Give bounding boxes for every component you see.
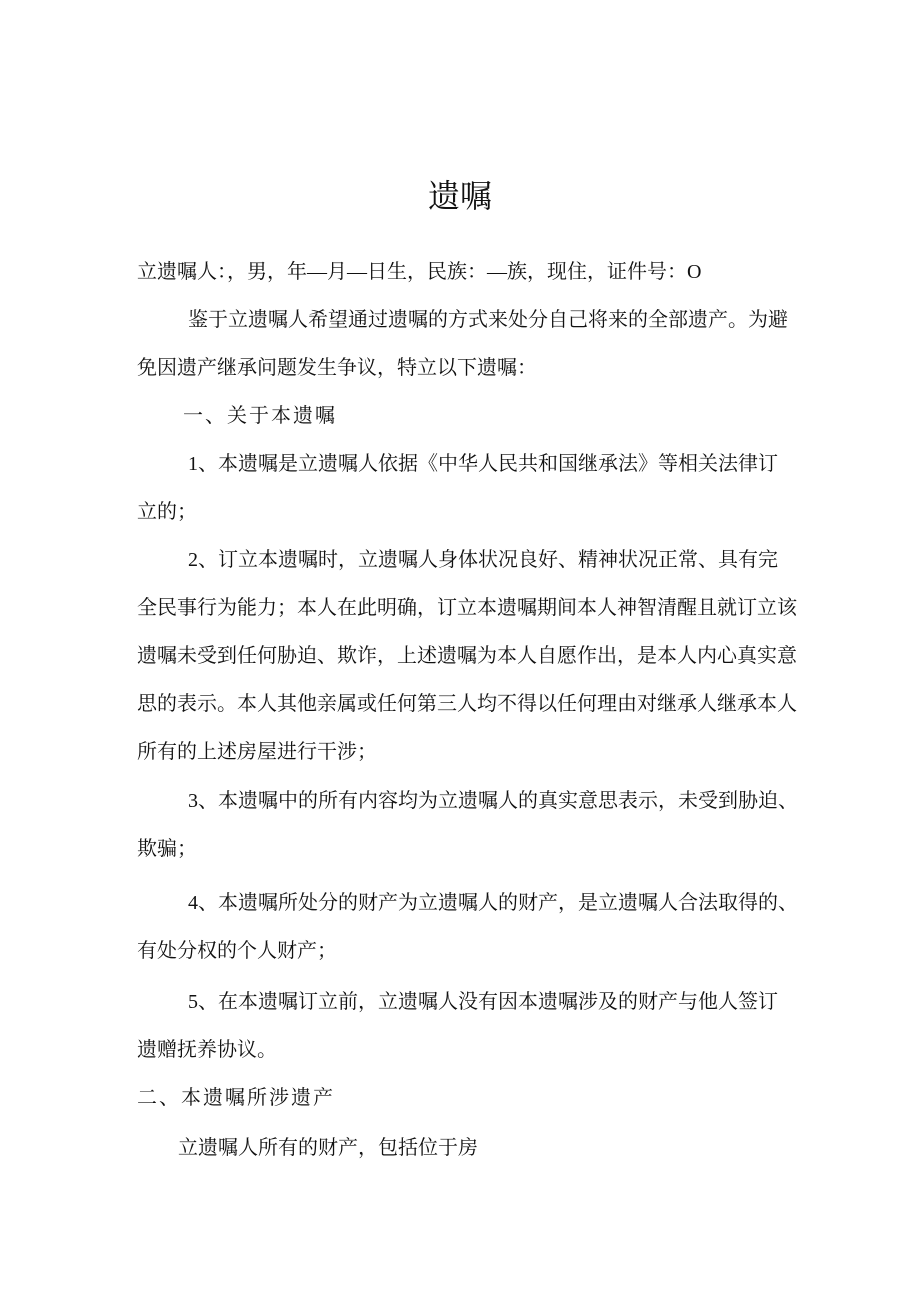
clause-3-line: 欺骗； bbox=[137, 838, 197, 860]
clause-5-line: 遗赠抚养协议。 bbox=[137, 1039, 277, 1061]
clause-4-line: 4、本遗嘱所处分的财产为立遗嘱人的财产，是立遗嘱人合法取得的、 bbox=[188, 892, 798, 914]
clause-2-line: 2、订立本遗嘱时，立遗嘱人身体状况良好、精神状况正常、具有完 bbox=[188, 549, 778, 571]
estate-line: 立遗嘱人所有的财产，包括位于房 bbox=[178, 1137, 478, 1159]
clause-3-line: 3、本遗嘱中的所有内容均为立遗嘱人的真实意思表示，未受到胁迫、 bbox=[188, 790, 798, 812]
section-heading-1: 一、关于本遗嘱 bbox=[183, 405, 337, 427]
clause-2-line: 所有的上述房屋进行干涉； bbox=[137, 741, 377, 763]
preamble-line: 免因遗产继承问题发生争议，特立以下遗嘱： bbox=[137, 357, 537, 379]
document-title: 遗嘱 bbox=[427, 178, 492, 214]
clause-4-line: 有处分权的个人财产； bbox=[137, 940, 337, 962]
clause-5-line: 5、在本遗嘱订立前，立遗嘱人没有因本遗嘱涉及的财产与他人签订 bbox=[188, 991, 778, 1013]
clause-2-line: 思的表示。本人其他亲属或任何第三人均不得以任何理由对继承人继承本人 bbox=[137, 693, 797, 715]
clause-2-line: 遗嘱未受到任何胁迫、欺诈，上述遗嘱为本人自愿作出，是本人内心真实意 bbox=[137, 645, 797, 667]
section-heading-2: 二、本遗嘱所涉遗产 bbox=[137, 1087, 335, 1109]
clause-1-line: 1、本遗嘱是立遗嘱人依据《中华人民共和国继承法》等相关法律订 bbox=[188, 453, 778, 475]
testator-info-line: 立遗嘱人：，男，年—月—日生，民族：—族，现住，证件号：O bbox=[137, 261, 702, 283]
clause-2-line: 全民事行为能力；本人在此明确，订立本遗嘱期间本人神智清醒且就订立该 bbox=[137, 597, 797, 619]
preamble-line: 鉴于立遗嘱人希望通过遗嘱的方式来处分自己将来的全部遗产。为避 bbox=[188, 309, 788, 331]
clause-1-line: 立的； bbox=[137, 501, 197, 523]
